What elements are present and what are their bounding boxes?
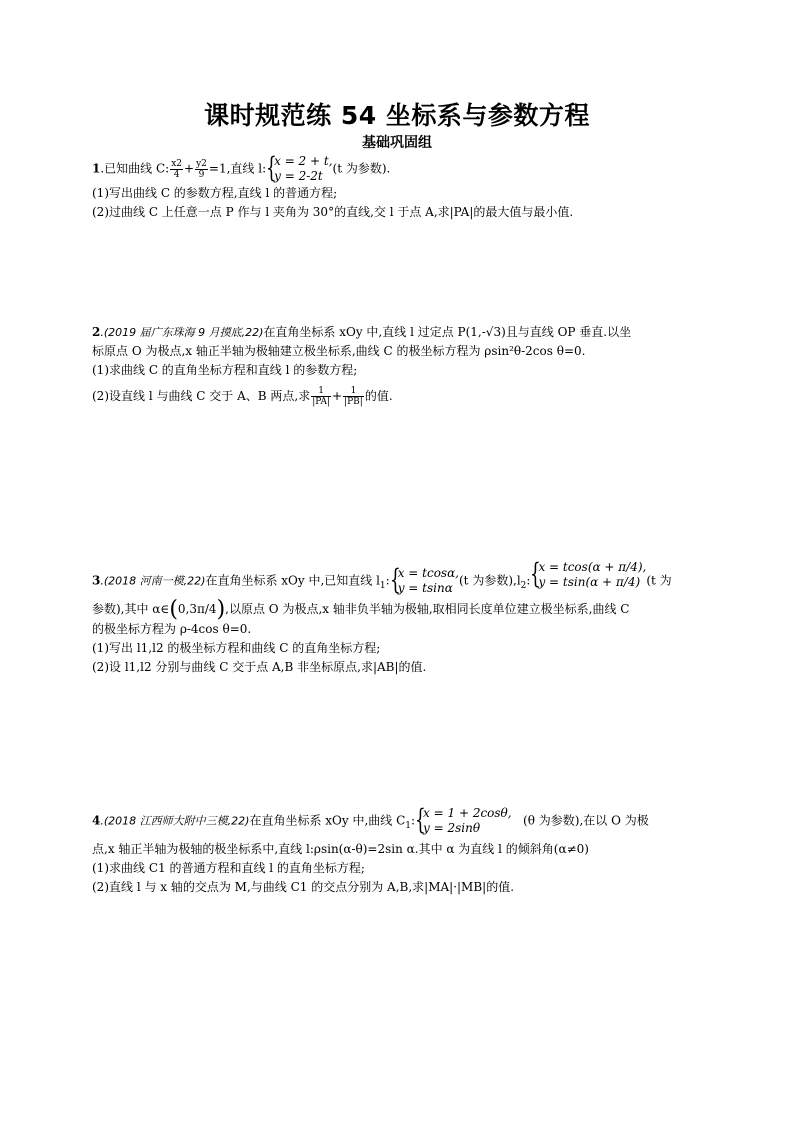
q2-part2-tail: 的值. [364, 389, 393, 403]
q1-frac-x [170, 159, 183, 180]
q3-stem-line1: 3.(2018 河南一模,22)在直角坐标系 xOy 中,已知直线 $l_1$: { x = tcosα, y = tsinα (t 为参数)$,l_2$: { x = tcos(α + π/4), y = tsin(α + π/4) (t 为 [92, 557, 672, 596]
brace-icon: { [266, 151, 277, 184]
q2-plus: + [332, 389, 343, 403]
brace-icon: { [389, 563, 401, 596]
q3-text2a: 参数),其中 α∈ [92, 602, 170, 616]
q4-part1: (1)求曲线 C1 的普通方程和直线 l 的直角坐标方程; [92, 861, 365, 875]
q3-l1-system [389, 563, 459, 596]
q3-number: 3 [92, 573, 101, 588]
q1-lead: .已知曲线 C: [100, 161, 170, 176]
q1-stem [92, 151, 391, 184]
q2-frac-pb-den: |PB| [344, 397, 363, 407]
section-subtitle: 基础巩固组 [362, 135, 432, 151]
q4-text1: 在直角坐标系 xOy 中,曲线 C [249, 813, 406, 828]
q4-source: .(2018 江西师大附中三模,22) [100, 814, 250, 828]
q3-part1: (1)写出 l1,l2 的极坐标方程和曲线 C 的直角坐标方程; [92, 641, 381, 655]
q3-l1-sys-top: x = tcosα, [397, 566, 459, 580]
q1-plus: + [184, 161, 195, 176]
brace-icon: { [415, 803, 426, 836]
q3-l2-sys-bottom: y = tsin(α + π/4) [538, 575, 641, 589]
q1-sys-top: x = 2 + t, [274, 154, 333, 168]
q1-sys-bottom: y = 2-2t [274, 169, 323, 183]
page-title: 课时规范练 54 坐标系与参数方程 [204, 101, 590, 130]
q3-stem-line3: 的极坐标方程为 ρ-4cos θ=0. [92, 622, 252, 636]
q2-sqrt: √3 [485, 325, 502, 339]
q2-part2 [92, 386, 393, 407]
q4-sys-bottom: y = 2sinθ [423, 821, 481, 835]
q2-text1b: )且与直线 OP 垂直.以坐 [501, 325, 632, 339]
q3-part2: (2)设 l1,l2 分别与曲线 C 交于点 A,B 非坐标原点,求|AB|的值. [92, 660, 427, 674]
q1-frac-x-den: 4 [173, 169, 180, 180]
q2-frac-pb-num: 1 [343, 386, 364, 397]
q2-frac-pa-num: 1 [311, 386, 331, 397]
q1-param-system [266, 151, 333, 184]
q2-part2-lead: (2)设直线 l 与曲线 C 交于 A、B 两点,求 [92, 389, 311, 403]
q3-text2b: ,以原点 O 为极点,x 轴非负半轴为极轴,取相同长度单位建立极坐标系,曲线 C [225, 602, 630, 616]
q3-stem-line2: 参数),其中 α∈(0,3π/4),以原点 O 为极点,x 轴非负半轴为极轴,取相同长度单位建立极坐标系,曲线 C [92, 597, 630, 622]
q1-frac-y-num: y2 [196, 158, 207, 169]
q3-l2-system [530, 557, 647, 590]
q3-l2-sys-top: x = tcos(α + π/4), [538, 560, 647, 574]
q1-param-note: (t 为参数). [332, 161, 391, 176]
q1-frac-y-den: 9 [198, 169, 205, 180]
q1-part2: (2)过曲线 C 上任意一点 P 作与 l 夹角为 30°的直线,交 l 于点 A,求|PA|的最大值与最小值. [92, 205, 574, 219]
q3-text1: 在直角坐标系 xOy 中,已知直线 l [205, 573, 380, 588]
q2-stem-line2: 标原点 O 为极点,x 轴正半轴为极轴建立极坐标系,曲线 C 的极坐标方程为 ρsin²θ-2cos θ=0. [92, 344, 586, 358]
q3-source: .(2018 河南一模,22) [100, 574, 206, 588]
q3-l1-note: (t 为参数),l [459, 573, 521, 588]
q1-part1: (1)写出曲线 C 的参数方程,直线 l 的普通方程; [92, 186, 338, 200]
q4-stem-line2: 点,x 轴正半轴为极轴的极坐标系中,直线 l:ρsin(α-θ)=2sin α.其中 α 为直线 l 的倾斜角(α≠0) [92, 842, 589, 856]
brace-icon: { [530, 557, 542, 590]
q2-number: 2 [92, 325, 101, 339]
q3-l2-note: (t 为 [646, 573, 672, 588]
q4-sys-top: x = 1 + 2cosθ, [423, 806, 512, 820]
q4-text1b: (θ 为参数),在以 O 为极 [523, 813, 649, 828]
q3-l1-sys-bottom: y = tsinα [397, 581, 453, 595]
q2-frac-pa-den: |PA| [312, 397, 331, 407]
q2-text1: 在直角坐标系 xOy 中,直线 l 过定点 P(1,- [263, 325, 486, 339]
q2-part1: (1)求曲线 C 的直角坐标方程和直线 l 的参数方程; [92, 363, 358, 377]
q2-frac-pb [343, 386, 364, 407]
q1-number: 1 [92, 161, 101, 176]
q1-frac-y [195, 159, 208, 180]
q4-stem-line1: 4.(2018 江西师大附中三模,22)在直角坐标系 xOy 中,曲线 $C_1$: { x = 1 + 2cosθ, y = 2sinθ (θ 为参数),在以 O 为极 [92, 803, 649, 836]
q3-interval: 0,3π/4 [177, 602, 217, 616]
q2-frac-pa [311, 386, 331, 407]
q2-stem-line1 [92, 325, 631, 340]
q1-eq: =1,直线 l: [208, 161, 267, 176]
q4-c1-system [415, 803, 512, 836]
q1-frac-x-num: x2 [171, 158, 183, 169]
q4-number: 4 [92, 813, 101, 828]
q2-source: .(2019 届广东珠海 9 月摸底,22) [100, 326, 264, 339]
q4-part2: (2)直线 l 与 x 轴的交点为 M,与曲线 C1 的交点分别为 A,B,求|MA|·|MB|的值. [92, 880, 515, 894]
